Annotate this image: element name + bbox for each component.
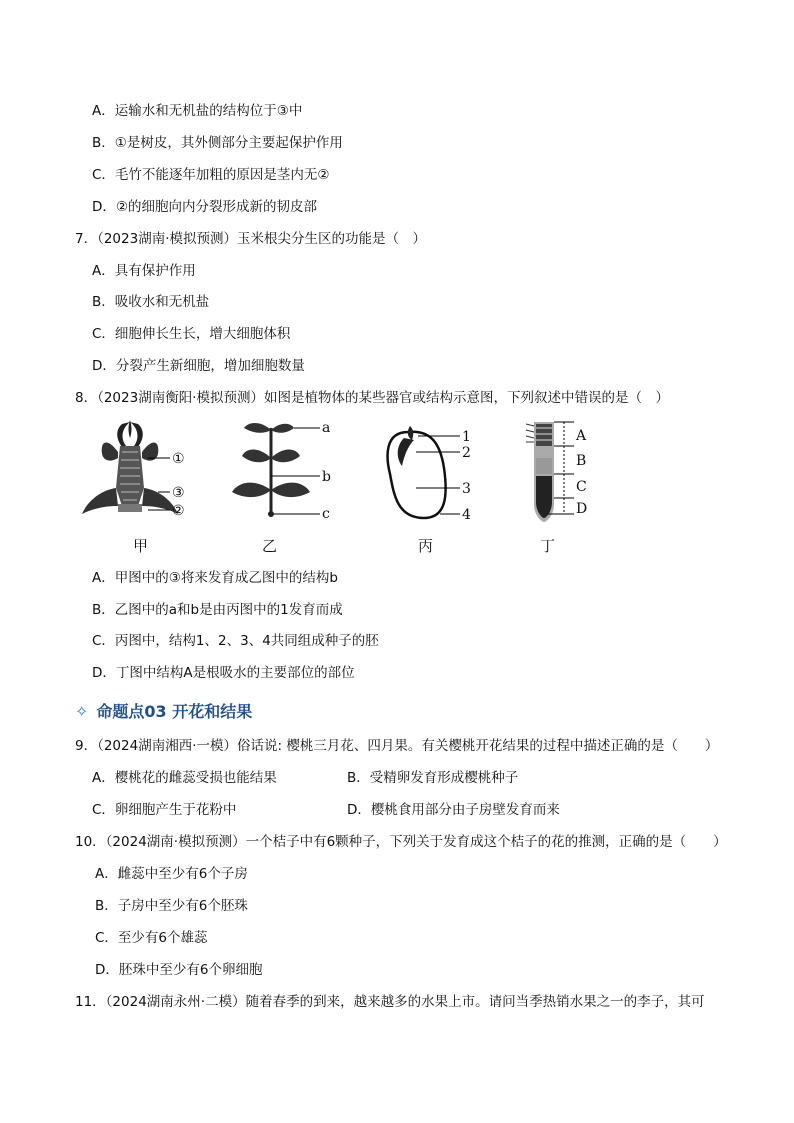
q9-stem: 9．（2024湖南湘西·一模）俗话说: 樱桃三月花、四月果。有关樱桃开花结果的过程中描述正确的是（ ） xyxy=(75,738,719,754)
q6-option-c: C．毛竹不能逐年加粗的原因是茎内无② xyxy=(92,167,330,183)
q10-option-d: D．胚珠中至少有6个卵细胞 xyxy=(95,962,263,978)
q9-option-c: C．卵细胞产生于花粉中 xyxy=(92,802,237,818)
bing-label-4: 4 xyxy=(462,507,471,523)
yi-label-c: c xyxy=(322,506,330,522)
yi-label-a: a xyxy=(322,420,331,436)
yi-label-b: b xyxy=(322,469,331,485)
bing-label-1: 1 xyxy=(462,429,471,445)
q8-option-b: B．乙图中的a和b是由丙图中的1发育而成 xyxy=(92,602,343,618)
q9-option-a: A．樱桃花的雌蕊受损也能结果 xyxy=(92,770,277,786)
section-heading-text: 命题点03 开花和结果 xyxy=(96,702,253,721)
q7-option-c: C．细胞伸长生长，增大细胞体积 xyxy=(92,326,291,342)
section-heading xyxy=(75,699,252,722)
q9-option-b: B．受精卵发育形成樱桃种子 xyxy=(347,770,519,786)
caption-yi: 乙 xyxy=(262,537,278,555)
bing-label-2: 2 xyxy=(462,445,471,461)
q8-figure xyxy=(78,418,618,558)
q6-option-d: D．②的细胞向内分裂形成新的韧皮部 xyxy=(92,199,317,215)
q10-option-c: C．至少有6个雄蕊 xyxy=(95,930,208,946)
jia-label-3: ③ xyxy=(172,485,185,501)
q8-option-c: C．丙图中，结构1、2、3、4共同组成种子的胚 xyxy=(92,633,379,649)
caption-ding: 丁 xyxy=(540,537,556,555)
q10-option-b: B．子房中至少有6个胚珠 xyxy=(95,898,248,914)
ding-label-a: A xyxy=(576,428,587,444)
q7-option-b: B．吸收水和无机盐 xyxy=(92,294,210,310)
diamond-star-icon: ✧ xyxy=(75,702,89,721)
q8-option-d: D．丁图中结构A是根吸水的主要部位的部位 xyxy=(92,665,355,681)
q10-option-a: A．雌蕊中至少有6个子房 xyxy=(95,866,248,882)
ding-label-c: C xyxy=(576,479,587,495)
caption-jia: 甲 xyxy=(133,537,149,555)
q11-stem: 11．（2024湖南永州·二模）随着春季的到来，越来越多的水果上市。请问当季热销水果之一的李子，其可 xyxy=(75,994,705,1010)
figure-bing xyxy=(388,426,460,518)
figure-ding xyxy=(526,422,574,522)
q8-stem: 8．（2023湖南衡阳·模拟预测）如图是植物体的某些器官或结构示意图，下列叙述中错误的是（ ） xyxy=(75,390,669,406)
q7-option-d: D．分裂产生新细胞，增加细胞数量 xyxy=(92,358,305,374)
q6-option-b: B．①是树皮，其外侧部分主要起保护作用 xyxy=(92,135,343,151)
figure-yi xyxy=(232,423,320,517)
caption-bing: 丙 xyxy=(418,537,434,555)
q9-option-d: D．樱桃食用部分由子房壁发育而来 xyxy=(347,802,560,818)
q7-option-a: A．具有保护作用 xyxy=(92,263,196,279)
bing-label-3: 3 xyxy=(462,481,471,497)
jia-label-1: ① xyxy=(172,451,185,467)
ding-label-d: D xyxy=(576,501,588,517)
ding-label-b: B xyxy=(576,453,587,469)
jia-label-2: ② xyxy=(172,503,185,519)
figure-jia xyxy=(82,420,178,514)
q10-stem: 10．（2024湖南·模拟预测）一个桔子中有6颗种子，下列关于发育成这个桔子的花的推测，正确的是（ ） xyxy=(75,834,727,850)
q6-option-a: A．运输水和无机盐的结构位于③中 xyxy=(92,103,303,119)
plant-structures-diagram xyxy=(78,418,618,533)
q7-stem: 7．（2023湖南·模拟预测）玉米根尖分生区的功能是（ ） xyxy=(75,231,426,247)
q8-option-a: A．甲图中的③将来发育成乙图中的结构b xyxy=(92,570,338,586)
